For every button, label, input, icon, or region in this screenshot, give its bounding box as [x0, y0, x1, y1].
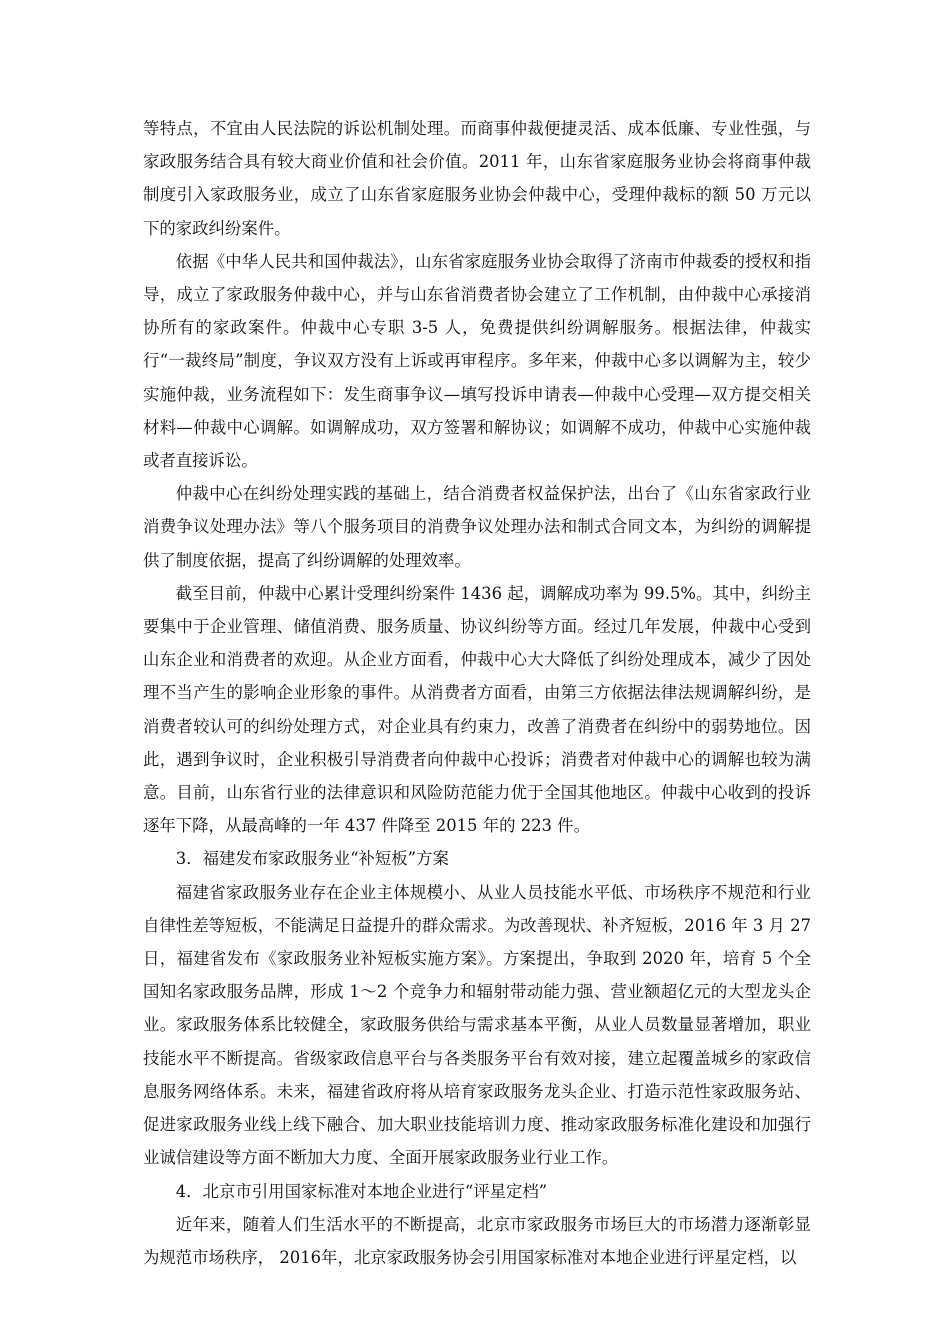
document-body	[143, 112, 811, 1274]
section-heading-4: 4．北京市引用国家标准对本地企业进行“评星定档”	[175, 1181, 548, 1201]
section-heading-3: 3．福建发布家政服务业“补短板”方案	[175, 849, 449, 869]
paragraph-1: 等特点，不宜由人民法院的诉讼机制处理。而商事仲裁便捷灵活、成本低廉、专业性强，与家政服务结合具有较大商业价值和社会价值。2011 年，山东省家庭服务业协会将商事仲裁制度引入家政服务业，成立了山东省家庭服务业协会仲裁中心，受理仲裁标的额 50 万元以下的家政纠纷案件。	[143, 119, 811, 238]
paragraph-3: 仲裁中心在纠纷处理实践的基础上，结合消费者权益保护法，出台了《山东省家政行业消费争议处理办法》等八个服务项目的消费争议处理办法和制式合同文本，为纠纷的调解提供了制度依据，提高了纠纷调解的处理效率。	[143, 484, 811, 570]
paragraph-5: 福建省家政服务业存在企业主体规模小、从业人员技能水平低、市场秩序不规范和行业自律性差等短板，不能满足日益提升的群众需求。为改善现状、补齐短板，2016 年 3 月 27 日，福建省发布《家政服务业补短板实施方案》。方案提出，争取到 2020 年，培育 5 个全国知名家政服务品牌，形成 1～2 个竞争力和辐射带动能力强、营业额超亿元的大型龙头企业。家政服务体系比较健全，家政服务供给与需求基本平衡，从业人员数量显著增加，职业技能水平不断提高。省级家政信息平台与各类服务平台有效对接，建立起覆盖城乡的家政信息服务网络体系。未来，福建省政府将从培育家政服务龙头企业、打造示范性家政服务站、促进家政服务业线上线下融合、加大职业技能培训力度、推动家政服务标准化建设和加强行业诚信建设等方面不断加大力度、全面开展家政服务业行业工作。	[143, 882, 811, 1168]
paragraph-2: 依据《中华人民共和国仲裁法》，山东省家庭服务业协会取得了济南市仲裁委的授权和指导，成立了家政服务仲裁中心，并与山东省消费者协会建立了工作机制，由仲裁中心承接消协所有的家政案件。仲裁中心专职 3-5 人，免费提供纠纷调解服务。根据法律，仲裁实行“一裁终局”制度，争议双方没有上诉或再审程序。多年来，仲裁中心多以调解为主，较少实施仲裁，业务流程如下：发生商事争议—填写投诉申请表—仲裁中心受理—双方提交相关材料—仲裁中心调解。如调解成功，双方签署和解协议；如调解不成功，仲裁中心实施仲裁或者直接诉讼。	[143, 251, 811, 471]
paragraph-4: 截至目前，仲裁中心累计受理纠纷案件 1436 起，调解成功率为 99.5%。其中，纠纷主要集中于企业管理、储值消费、服务质量、协议纠纷等方面。经过几年发展，仲裁中心受到山东企业和消费者的欢迎。从企业方面看，仲裁中心大大降低了纠纷处理成本，减少了因处理不当产生的影响企业形象的事件。从消费者方面看，由第三方依据法律法规调解纠纷，是消费者较认可的纠纷处理方式，对企业具有约束力，改善了消费者在纠纷中的弱势地位。因此，遇到争议时，企业积极引导消费者向仲裁中心投诉；消费者对仲裁中心的调解也较为满意。目前，山东省行业的法律意识和风险防范能力优于全国其他地区。仲裁中心收到的投诉逐年下降，从最高峰的一年 437 件降至 2015 年的 223 件。	[143, 583, 811, 836]
paragraph-6: 近年来，随着人们生活水平的不断提高，北京市家政服务市场巨大的市场潜力逐渐彰显为规范市场秩序， 2016年，北京家政服务协会引用国家标准对本地企业进行评星定档，以	[143, 1214, 811, 1267]
